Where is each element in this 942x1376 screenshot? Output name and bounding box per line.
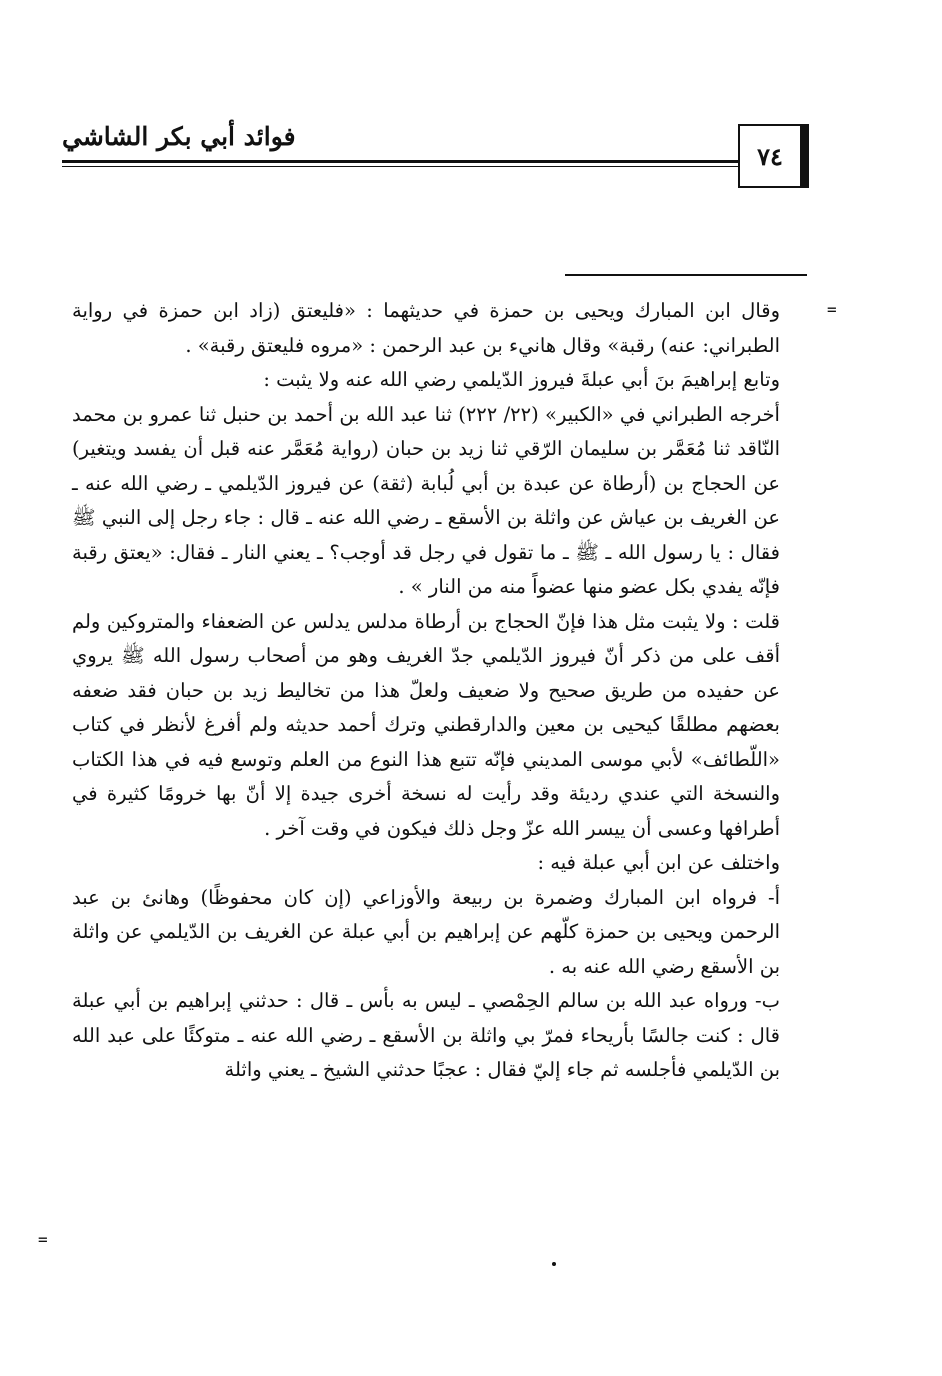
paragraph: واختلف عن ابن أبي عبلة فيه : <box>537 851 780 874</box>
continuation-mark-bottom: = <box>38 1230 48 1249</box>
footnote-body <box>72 294 780 1088</box>
header-rule-thick <box>62 160 738 163</box>
page-number: ٧٤ <box>738 124 802 188</box>
paragraph: أخرجه الطبراني في «الكبير» (٢٢/ ٢٢٢) ثنا عبد الله بن أحمد بن حنبل ثنا عمرو بن محمد النّاقد ثنا مُعَمَّر بن سليمان الرّقي ثنا زيد بن حبان (رواية مُعَمَّر عنه قبل أن يفسد ويتغير) عن الحجاج بن (أرطاة عن عبدة بن أبي لُبابة (ثقة) عن فيروز الدّيلمي ـ رضي الله عنه ـ عن الغريف بن عياش عن واثلة بن الأسقع ـ رضي الله عنه ـ قال : جاء رجل إلى النبي ﷺ فقال : يا رسول الله ـ ﷺ ـ ما تقول في رجل قد أوجب؟ ـ يعني النار ـ فقال: «يعتق رقبة فإنّه يفدي بكل عضو منها عضواً منه من النار » . <box>72 402 780 598</box>
footnote-separator <box>565 274 807 276</box>
paragraph: ب- ورواه عبد الله بن سالم الحِمْصي ـ ليس به بأس ـ قال : حدثني إبراهيم بن أبي عبلة قال : كنت جالسًا بأريحاء فمرّ بي واثلة بن الأسقع ـ رضي الله عنه ـ متوكئًا على عبد الله بن الدّيلمي فأجلسه ثم جاء إليّ فقال : عجبًا حدثني الشيخ ـ يعني واثلة <box>72 989 780 1081</box>
running-title: فوائد أبي بكر الشاشي <box>62 122 296 151</box>
page-number-box-shadow <box>802 124 809 188</box>
header-rule-thin <box>62 166 738 167</box>
continuation-mark-top: = <box>827 300 837 319</box>
paragraph: قلت : ولا يثبت مثل هذا فإنّ الحجاج بن أرطاة مدلس يدلس عن الضعفاء والمتروكين ولم أقف على من ذكر أنّ فيروز الدّيلمي جدّ الغريف وهو من أصحاب رسول الله ﷺ يروي عن حفيده من طريق صحيح ولا ضعيف ولعلّ هذا من تخاليط زيد بن حبان فقد ضعفه بعضهم مطلقًا كيحيى بن معين والدارقطني وترك أحمد حديثه ولم أفرغ لأنظر في كتاب «اللّطائف» لأبي موسى المديني فإنّه تتبع هذا النوع من العلم وتوسع فيه في هذا الكتاب والنسخة التي عندي رديئة وقد رأيت له نسخة أخرى جيدة إلا أنّ بها خرومًا كثيرة في أطرافها وعسى أن ييسر الله عزّ وجل ذلك فيكون في وقت آخر . <box>72 609 780 840</box>
paragraph: وقال ابن المبارك ويحيى بن حمزة في حديثهما : «فليعتق (زاد ابن حمزة في رواية الطبراني: عنه) رقبة» وقال هانيء بن عبد الرحمن : «مروه فليعتق رقبة» . <box>72 299 780 357</box>
ink-dot <box>552 1262 556 1266</box>
page-header <box>0 118 942 193</box>
paragraph: أ- فرواه ابن المبارك وضمرة بن ربيعة والأوزاعي (إن كان محفوظًا) وهانئ بن عبد الرحمن ويحيى بن حمزة كلّهم عن إبراهيم بن أبي عبلة عن الغريف بن الدّيلمي عن واثلة بن الأسقع رضي الله عنه به . <box>72 885 780 978</box>
paragraph: وتابع إبراهيمَ بنَ أبي عبلةَ فيروز الدّيلمي رضي الله عنه ولا يثبت : <box>263 368 780 391</box>
